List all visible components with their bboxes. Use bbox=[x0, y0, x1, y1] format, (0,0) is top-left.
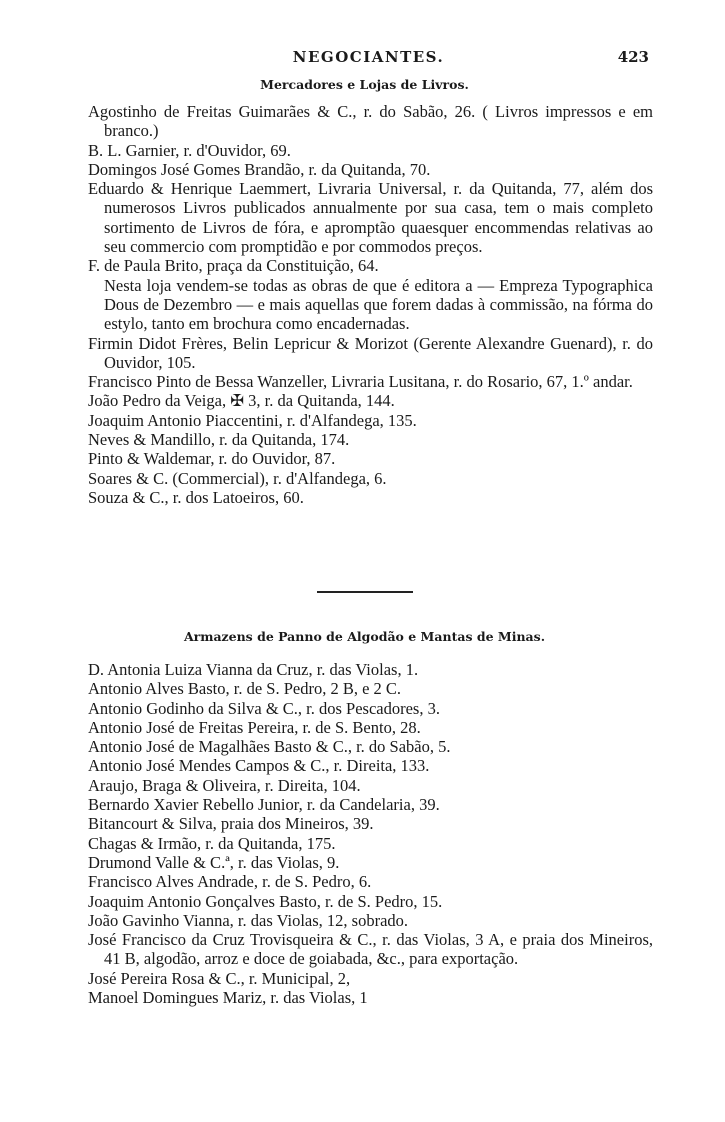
list-item: Antonio José de Freitas Pereira, r. de S. Bento, 28. bbox=[88, 717, 421, 737]
page-number: 423 bbox=[617, 48, 649, 66]
list-item: Domingos José Gomes Brandão, r. da Quitanda, 70. bbox=[88, 159, 431, 179]
section-heading-bookshops: Mercadores e Lojas de Livros. bbox=[260, 77, 469, 92]
list-item: F. de Paula Brito, praça da Constituição, 64. bbox=[88, 256, 379, 276]
list-item: Drumond Valle & C.ª, r. das Violas, 9. bbox=[88, 852, 340, 872]
list-item: Araujo, Braga & Oliveira, r. Direita, 104. bbox=[88, 775, 361, 795]
list-item: Antonio Alves Basto, r. de S. Pedro, 2 B, e 2 C. bbox=[88, 679, 402, 699]
list-item: Firmin Didot Frères, Belin Lepricur & Morizot (Gerente Alexandre Guenard), r. do Ouvidor, 105. bbox=[88, 333, 653, 372]
page-header bbox=[88, 48, 649, 72]
list-item: Agostinho de Freitas Guimarães & C., r. do Sabão, 26. ( Livros impressos e em branco.) bbox=[88, 102, 653, 141]
list-item: Francisco Pinto de Bessa Wanzeller, Livraria Lusitana, r. do Rosario, 67, 1.º andar. bbox=[88, 372, 633, 392]
list-item: Joaquim Antonio Gonçalves Basto, r. de S. Pedro, 15. bbox=[88, 891, 443, 911]
list-item: D. Antonia Luiza Vianna da Cruz, r. das Violas, 1. bbox=[88, 660, 419, 679]
list-item: Neves & Mandillo, r. da Quitanda, 174. bbox=[88, 430, 350, 450]
bookshop-list bbox=[88, 102, 653, 507]
list-item: Manoel Domingues Mariz, r. das Violas, 1 bbox=[88, 988, 368, 1008]
section-divider bbox=[317, 591, 413, 593]
list-item: Antonio José de Magalhães Basto & C., r. do Sabão, 5. bbox=[88, 737, 451, 757]
list-item: Souza & C., r. dos Latoeiros, 60. bbox=[88, 487, 304, 507]
list-item: Bernardo Xavier Rebello Junior, r. da Candelaria, 39. bbox=[88, 795, 440, 815]
list-item: Pinto & Waldemar, r. do Ouvidor, 87. bbox=[88, 449, 336, 469]
list-item: Chagas & Irmão, r. da Quitanda, 175. bbox=[88, 833, 336, 853]
list-item: Eduardo & Henrique Laemmert, Livraria Universal, r. da Quitanda, 77, além dos numerosos Livros publicados annualmente por sua casa, tem o mais completo sortimento de Livros de fóra, e apromptão quaesquer encommendas relativas ao seu commercio com promptidão e por commodos preços. bbox=[88, 179, 653, 257]
list-item: José Pereira Rosa & C., r. Municipal, 2, bbox=[88, 968, 351, 988]
list-item: Joaquim Antonio Piaccentini, r. d'Alfandega, 135. bbox=[88, 410, 417, 430]
list-item: João Gavinho Vianna, r. das Violas, 12, sobrado. bbox=[88, 910, 409, 930]
list-item: Soares & C. (Commercial), r. d'Alfandega, 6. bbox=[88, 468, 387, 488]
list-item: B. L. Garnier, r. d'Ouvidor, 69. bbox=[88, 140, 291, 160]
list-item: Antonio Godinho da Silva & C., r. dos Pescadores, 3. bbox=[88, 698, 440, 718]
list-item: Francisco Alves Andrade, r. de S. Pedro, 6. bbox=[88, 872, 372, 892]
warehouse-list bbox=[88, 660, 653, 1007]
list-item: Bitancourt & Silva, praia dos Mineiros, 39. bbox=[88, 814, 374, 834]
list-item: Antonio José Mendes Campos & C., r. Direita, 133. bbox=[88, 756, 430, 776]
running-title: NEGOCIANTES. bbox=[292, 48, 445, 66]
brito-note: Nesta loja vendem-se todas as obras de que é editora a — Empreza Typographica Dous de Dezembro — e mais aquellas que forem dadas à commissão, na fórma do estylo, tanto em brochura como encadernadas. bbox=[104, 275, 653, 334]
list-item: José Francisco da Cruz Trovisqueira & C., r. das Violas, 3 A, e praia dos Mineiros, 41 B, algodão, arroz e doce de goiabada, &c., para exportação. bbox=[88, 930, 653, 969]
list-item: João Pedro da Veiga, ✠ 3, r. da Quitanda, 144. bbox=[88, 391, 395, 411]
section-heading-cotton-warehouses: Armazens de Panno de Algodão e Mantas de Minas. bbox=[183, 629, 546, 644]
